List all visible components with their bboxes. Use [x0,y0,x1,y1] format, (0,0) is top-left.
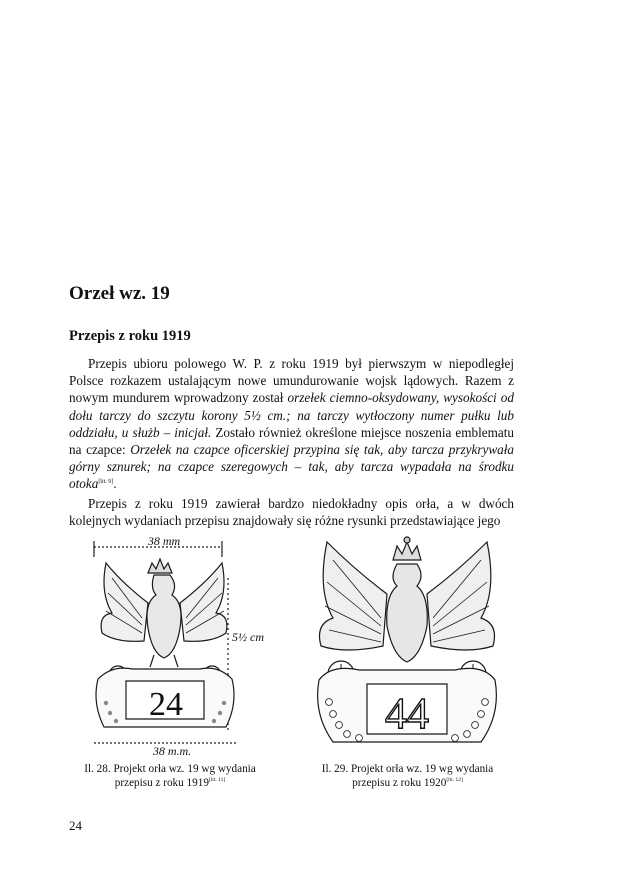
paragraph-1 [69,355,514,493]
p1-quote-2: Orzełek na czapce oficerskiej przypina się tak, aby tarcza przykrywała górny sznurek; na czapce szeregowych – tak, aby tarcza wypadała na środku otoka [69,442,514,492]
figure-29 [305,530,510,790]
p1-quote-1: orzełek ciemno-oksydowany, wysokości od dołu tarczy do szczytu korony 5½ cm.; na tarczy wytłoczony numer pułku lub oddziału, u służb – inicjał. [69,390,514,440]
dim-top-label: 38 mm [147,534,181,548]
caption-29-line1: Il. 29. Projekt orła wz. 19 wg wydania [321,763,494,775]
figure-28 [72,533,268,790]
eagle-illustration-29 [305,530,510,758]
p1-text-f: . [113,476,117,492]
p1-text-a: Przepis ubioru polowego W. P. z roku 1919 był pierwszym w niepodległej Polsce rozkazem ustalającym nowe umundurowanie wojsk lądowych. Razem z nowym mundurem wprowadzony został [69,356,514,406]
caption-28 [72,762,268,790]
dim-side-label: 5½ cm [232,630,264,644]
regiment-number-24: 24 [149,686,183,723]
section-title: Przepis z roku 1919 [69,328,191,344]
caption-29 [305,762,510,790]
chapter-title: Orzeł wz. 19 [69,283,170,304]
caption-29-ref: [lit. 12] [446,777,463,783]
caption-29-line2: przepisu z roku 1920 [352,777,447,789]
caption-28-ref: [lit. 11] [208,777,226,783]
caption-28-line2: przepisu z roku 1919 [114,777,209,789]
footnote-ref: [lit. 9] [98,479,114,486]
body-text [69,355,514,529]
dim-bottom-label: 38 m.m. [152,744,192,758]
p1-text-c: Zostało również określone miejsce noszenia emblematu na czapce: [69,424,514,458]
page-number: 24 [69,818,82,833]
caption-28-line1: Il. 28. Projekt orła wz. 19 wg wydania [84,763,256,775]
regiment-number-44: 44 [385,689,429,738]
eagle-illustration-28 [72,533,268,758]
paragraph-2: Przepis z roku 1919 zawierał bardzo niedokładny opis orła, a w dwóch kolejnych wydaniach przepisu znajdowały się różne rysunki przedstawiające jego [69,495,514,528]
